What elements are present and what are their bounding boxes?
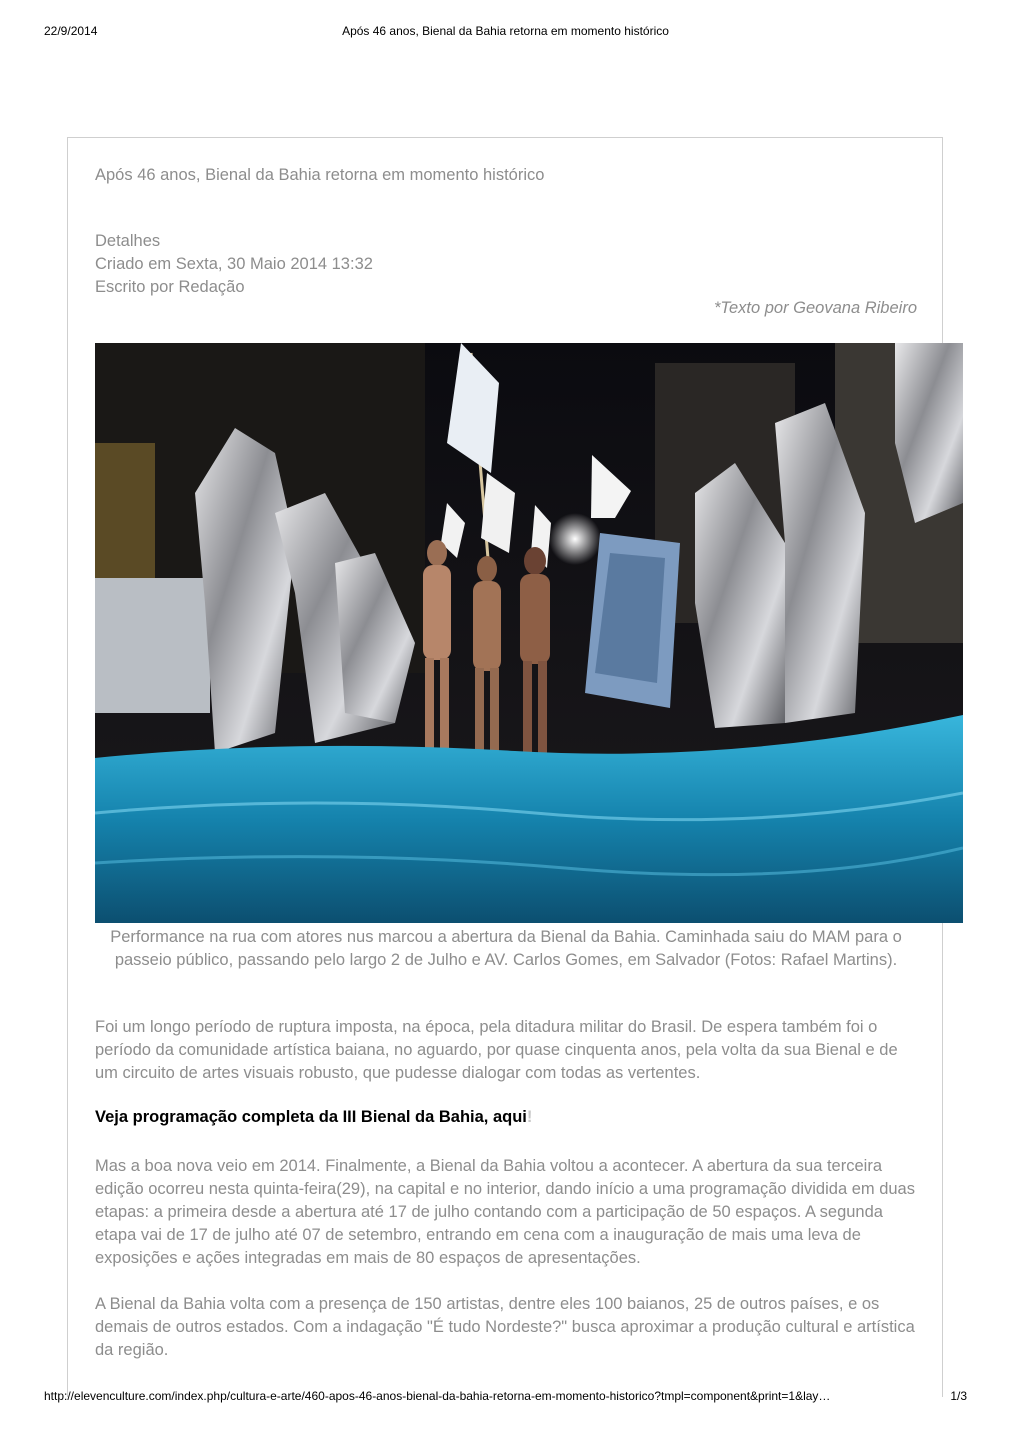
article-title: Após 46 anos, Bienal da Bahia retorna em momento histórico	[95, 166, 545, 184]
created-date: Criado em Sexta, 30 Maio 2014 13:32	[95, 255, 373, 273]
program-link-line	[95, 1108, 532, 1127]
print-footer	[44, 1389, 967, 1407]
performance-photo	[95, 343, 963, 923]
print-page-title: Após 46 anos, Bienal da Bahia retorna em momento histórico	[342, 24, 669, 38]
byline: *Texto por Geovana Ribeiro	[713, 299, 917, 317]
program-link-text[interactable]: Veja programação completa da III Bienal da Bahia, aqui	[95, 1108, 527, 1126]
author: Escrito por Redação	[95, 278, 245, 296]
caption-line-2: passeio público, passando pelo largo 2 de Julho e AV. Carlos Gomes, em Salvador (Fotos: Rafael Martins).	[114, 951, 898, 969]
article-photo	[95, 343, 963, 923]
paragraph-3: A Bienal da Bahia volta com a presença de 150 artistas, dentre eles 100 baianos, 25 de outros países, e os demais de outros estados. Com a indagação "É tudo Nordeste?" busca aproximar a produção cultural e artística da região.	[95, 1295, 915, 1359]
paragraph-1: Foi um longo período de ruptura imposta, na época, pela ditadura militar do Brasil. De espera também foi o período da comunidade artística baiana, no aguardo, por quase cinquenta anos, pela volta da sua Bienal e de um circuito de artes visuais robusto, que pudesse dialogar com todas as vertentes.	[95, 1018, 898, 1082]
page-number: 1/3	[950, 1389, 967, 1403]
page-url: http://elevenculture.com/index.php/cultura-e-arte/460-apos-46-anos-bienal-da-bahia-retorna-em-momento-historico?tmpl=component&print=1&lay…	[44, 1389, 831, 1403]
caption-line-1: Performance na rua com atores nus marcou a abertura da Bienal da Bahia. Caminhada saiu do MAM para o	[110, 928, 902, 946]
paragraph-2: Mas a boa nova veio em 2014. Finalmente, a Bienal da Bahia voltou a acontecer. A abertura da sua terceira edição ocorreu nesta quinta-feira(29), na capital e no interior, dando início a uma programação dividida em duas etapas: a primeira desde a abertura até 17 de julho contando com a participação de 50 espaços. A segunda etapa vai de 17 de julho até 07 de setembro, entrando em cena com a inauguração de mais uma leva de exposições e ações integradas em mais de 80 espaços de apresentações.	[95, 1157, 915, 1267]
print-header	[44, 24, 967, 42]
details-label: Detalhes	[95, 232, 161, 250]
article-meta	[95, 230, 373, 299]
photo-caption	[95, 926, 917, 972]
print-date: 22/9/2014	[44, 24, 98, 38]
program-link-mark[interactable]: !	[526, 1108, 533, 1126]
